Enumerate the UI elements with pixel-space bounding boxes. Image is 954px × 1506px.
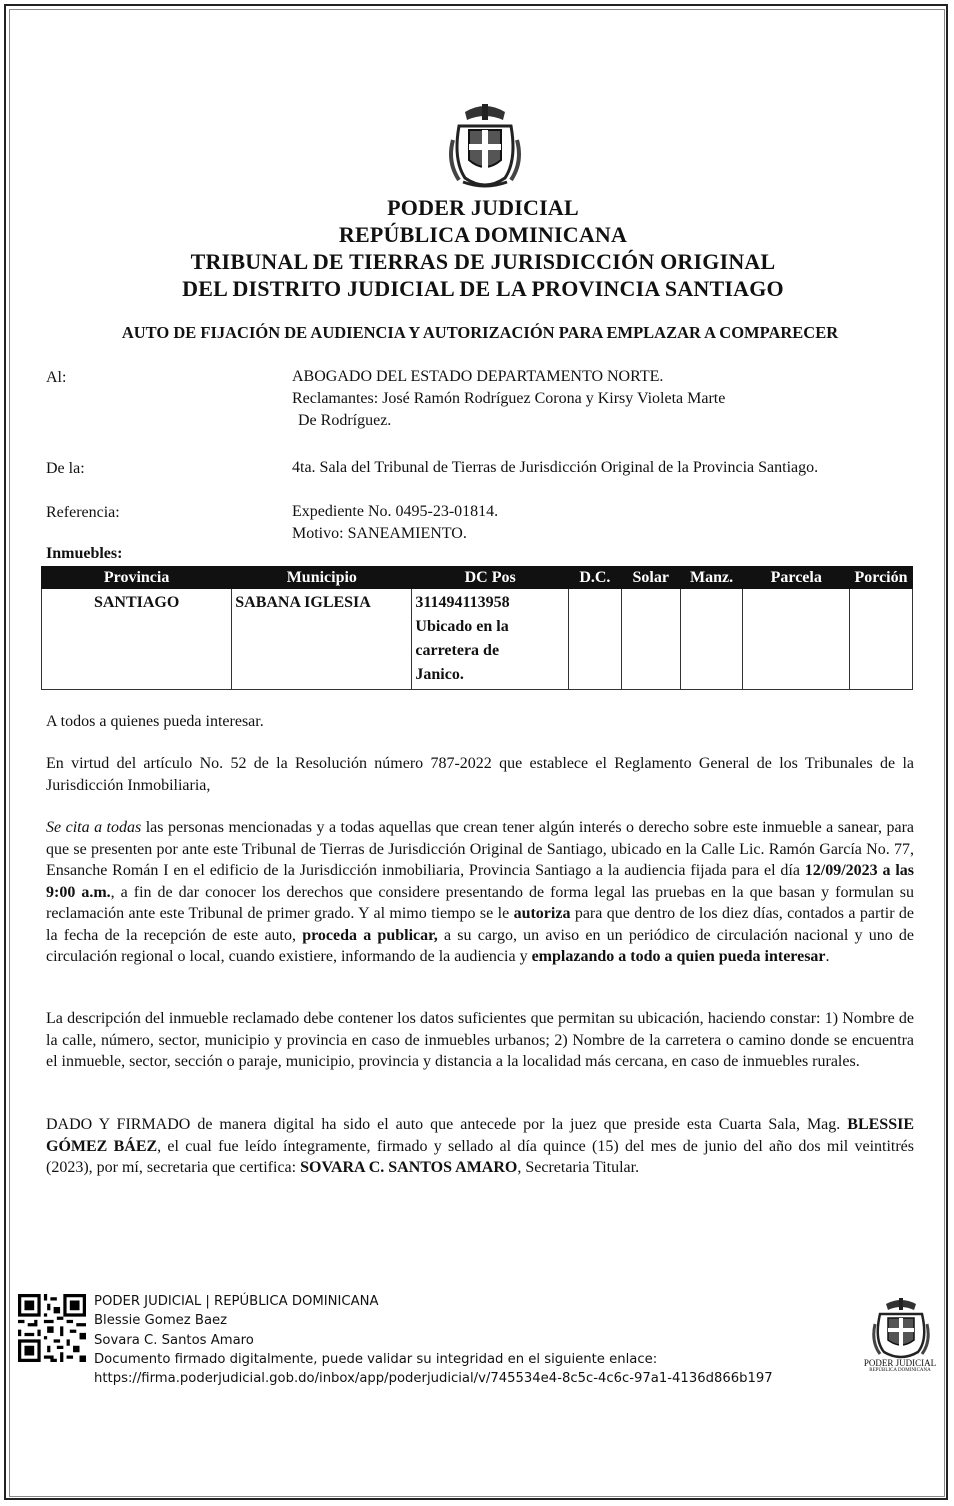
al-value-line-1: ABOGADO DEL ESTADO DEPARTAMENTO NORTE. <box>292 368 664 385</box>
cell-dc-pos-line-3: carretera de <box>415 642 500 659</box>
referencia-line-1: Expediente No. 0495-23-01814. <box>292 503 499 520</box>
autoriza-text: autoriza <box>513 905 571 922</box>
description-paragraph: La descripción del inmueble reclamado debe contener los datos suficientes que permitan su ubicación, haciendo constar: 1) Nombre de la calle, número, sector, municipio y provincia en caso de inmuebles urbanos; 2) Nombre de la carretera o camino donde se encuentra el inmueble, sector, sección o paraje, municipio, provincia y distancia a la localidad más cercana, en caso de inmuebles rurales. <box>46 1010 914 1070</box>
citation-paragraph <box>46 817 914 968</box>
emplazando-text: emplazando a todo a quien pueda interesar <box>531 948 826 965</box>
footer-line-2: Blessie Gomez Baez <box>94 1313 228 1329</box>
col-manz: Manz. <box>680 567 743 589</box>
referencia-value <box>292 501 498 545</box>
validation-link[interactable]: https://firma.poderjudicial.gob.do/inbox/app/poderjudicial/v/745534e4-8c5c-4c6c-97a1-4136d866b197 <box>94 1371 773 1387</box>
col-municipio: Municipio <box>232 567 412 589</box>
coat-of-arms-icon <box>445 100 525 192</box>
signature-text-a: DADO Y FIRMADO de manera digital ha sido el auto que antecede por la juez que preside esta Cuarta Sala, Mag. <box>46 1116 848 1133</box>
inmuebles-table <box>41 566 913 690</box>
logo-caption-line-2: REPÚBLICA DOMINICANA <box>869 1368 931 1373</box>
judge-name: BLESSIE GÓMEZ BÁEZ <box>46 1116 914 1155</box>
citation-text-c: para que dentro de los diez días, contados a partir de la fecha de la recepción de este auto, <box>46 905 914 944</box>
cell-dc-pos-line-2: Ubicado en la <box>415 618 509 635</box>
secretary-name: SOVARA C. SANTOS AMARO <box>300 1159 518 1176</box>
document-header <box>0 194 954 302</box>
footer-line-3: Sovara C. Santos Amaro <box>94 1332 254 1348</box>
citation-text-e: . <box>825 948 830 965</box>
al-value-line-2: Reclamantes: José Ramón Rodríguez Corona y Kirsy Violeta Marte <box>292 390 726 407</box>
col-dc: D.C. <box>568 567 621 589</box>
document-subtitle: AUTO DE FIJACIÓN DE AUDIENCIA Y AUTORIZACIÓN PARA EMPLAZAR A COMPARECER <box>121 323 839 342</box>
col-dc-pos: DC Pos <box>412 567 569 589</box>
col-parcela: Parcela <box>743 567 850 589</box>
citation-text-a: las personas mencionadas y a todas aquellas que crean tener algún interés o derecho sobre este inmueble a sanear, para que se presenten por ante este Tribunal de Tierras de Jurisdicción Original de Santiago, ubicado en la Calle Lic. Ramón García No. 77, Ensanche Román I en el edificio de la Jurisdicción inmobiliaria, Provincia Santiago a la audiencia fijada para el día <box>46 819 915 879</box>
dela-value: 4ta. Sala del Tribunal de Tierras de Jurisdicción Original de la Provincia Santiago. <box>292 459 819 476</box>
citation-lead: Se cita a todas <box>46 819 142 836</box>
legal-basis-paragraph: En virtud del artículo No. 52 de la Resolución número 787-2022 que establece el Reglamento General de los Tribunales de la Jurisdicción Inmobiliaria, <box>46 755 914 794</box>
cell-porcion <box>850 589 913 690</box>
cell-dc-pos-line-4: Janico. <box>415 666 464 683</box>
cell-manz <box>680 589 743 690</box>
dela-label: De la: <box>46 460 85 477</box>
inmuebles-label: Inmuebles: <box>46 545 123 562</box>
referencia-label: Referencia: <box>46 504 120 521</box>
cell-dc-pos <box>412 589 569 690</box>
cell-dc-pos-line-1: 311494113958 <box>415 594 510 611</box>
logo-caption <box>862 1358 938 1374</box>
qr-code-icon[interactable] <box>18 1294 86 1362</box>
footer-line-1: PODER JUDICIAL | REPÚBLICA DOMINICANA <box>94 1294 379 1309</box>
greeting-paragraph: A todos a quienes pueda interesar. <box>46 713 264 730</box>
citation-text-b: , a fin de dar conocer los derechos que considere presentando de forma legal las pruebas en la que basan y formulan su reclamación ante este Tribunal de primer grado. Y al mimo tiempo se le <box>46 883 915 922</box>
logo-caption-line-1: PODER JUDICIAL <box>863 1358 937 1368</box>
header-line-2: REPÚBLICA DOMINICANA <box>338 222 628 247</box>
cell-provincia: SANTIAGO <box>42 589 232 690</box>
citation-text-d: a su cargo, un aviso en un periódico de circulación nacional y uno de circulación regional o local, cuando existiere, informando de la audiencia y <box>46 926 915 965</box>
footer-text <box>94 1292 854 1388</box>
header-line-4: DEL DISTRITO JUDICIAL DE LA PROVINCIA SANTIAGO <box>182 276 784 301</box>
col-solar: Solar <box>621 567 680 589</box>
footer-line-4: Documento firmado digitalmente, puede validar su integridad en el siguiente enlace: <box>94 1351 658 1367</box>
al-label: Al: <box>46 369 67 386</box>
col-porcion: Porción <box>850 567 913 589</box>
signature-text-c: , Secretaria Titular. <box>517 1159 640 1176</box>
referencia-line-2: Motivo: SANEAMIENTO. <box>292 525 467 542</box>
header-line-3: TRIBUNAL DE TIERRAS DE JURISDICCIÓN ORIGINAL <box>190 249 776 274</box>
signature-paragraph <box>46 1114 914 1179</box>
al-value <box>292 366 725 432</box>
cell-dc <box>568 589 621 690</box>
table-header-row <box>42 567 913 589</box>
hearing-date: 12/09/2023 a las 9:00 a.m. <box>46 862 915 901</box>
publicar-text: proceda a publicar, <box>302 926 438 944</box>
col-provincia: Provincia <box>42 567 232 589</box>
signature-text-b: , el cual fue leído íntegramente, firmado y sellado al día quince (15) del mes de junio del año dos mil veintitrés (2023), por mí, secretaria que certifica: <box>46 1137 915 1176</box>
al-value-line-3: De Rodríguez. <box>298 412 392 429</box>
header-line-1: PODER JUDICIAL <box>387 195 579 220</box>
cell-parcela <box>743 589 850 690</box>
cell-solar <box>621 589 680 690</box>
table-row <box>42 589 913 690</box>
cell-municipio: SABANA IGLESIA <box>232 589 412 690</box>
